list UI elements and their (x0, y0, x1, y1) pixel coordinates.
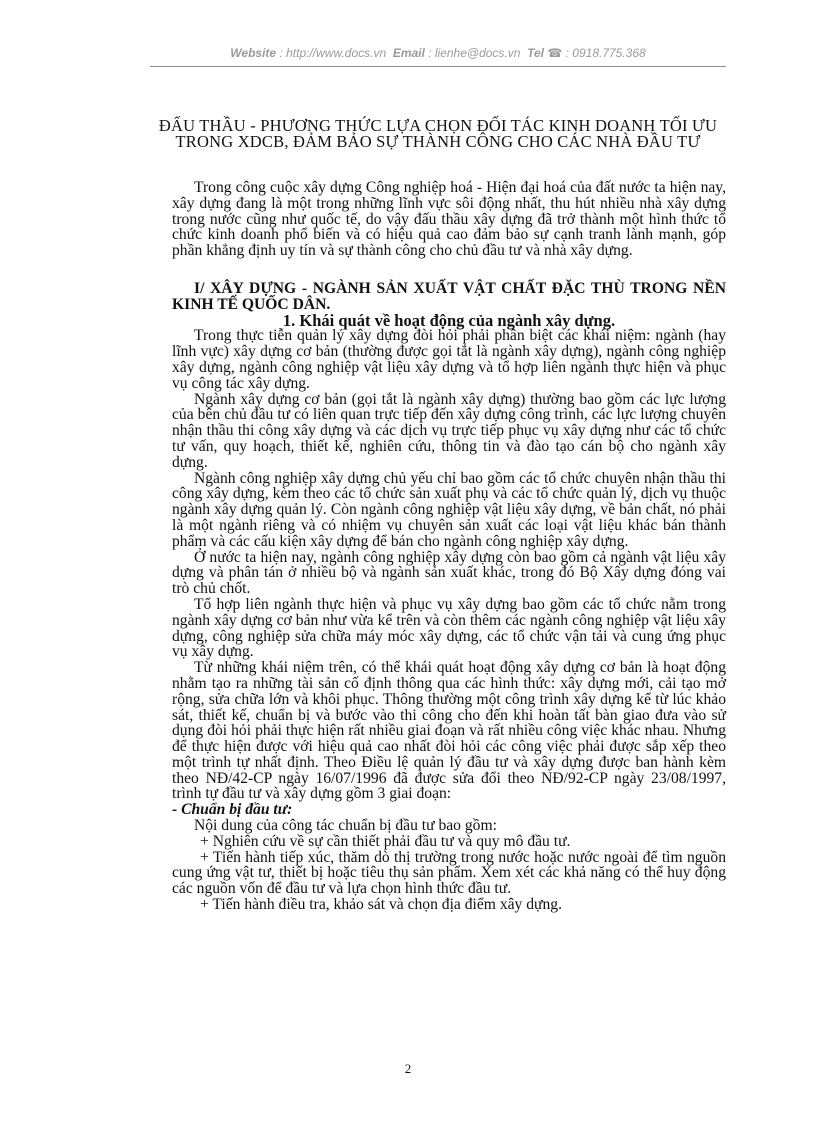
body-paragraph: Ở nước ta hiện nay, ngành công nghiệp xây dựng còn bao gồm cả ngành vật liệu xây dựng và phân tán ở nhiều bộ và ngành sản xuất khác, trong đó Bộ Xây dựng đóng vai trò chủ chốt. (172, 548, 726, 598)
prep-intro: Nội dung của công tác chuẩn bị đầu tư bao gồm: (194, 817, 497, 835)
intro-paragraph: Trong công cuộc xây dựng Công nghiệp hoá - Hiện đại hoá của đất nước ta hiện nay, xây dựng đang là một trong những lĩnh vực sôi động nhất, thu hút nhiều nhà xây dựng trong nước cũng như quốc tế, do vậy đấu thầu xây dựng đã trở thành một hình thức tổ chức kinh doanh phổ biến và có hiệu quả cao đảm bảo sự cạnh tranh lành mạnh, góp phần khẳng định uy tín và sự thành công cho chủ đầu tư và nhà xây dựng. (172, 179, 726, 260)
section-heading: I/ XÂY DỰNG - NGÀNH SẢN XUẤT VẬT CHẤT ĐẶC THÙ TRONG NỀN KINH TẾ QUỐC DÂN. (172, 279, 726, 313)
body-paragraph: Từ những khái niệm trên, có thể khái quát hoạt động xây dựng cơ bản là hoạt động nhằm tạo ra những tài sản cố định thông qua các hình thức: xây dựng mới, cải tạo mở rộng, sửa chữa lớn và khôi phục. Thông thường một công trình xây dựng kể từ lúc khảo sát, thiết kế, chuẩn bị và bước vào thi công cho đến khi hoàn tất bàn giao đưa vào sử dụng đòi hỏi phải thực hiện rất nhiều giai đoạn và rất nhiều công việc khác nhau. Nhưng để thực hiện được với hiệu quả cao nhất đòi hỏi các công việc phải được sắp xếp theo một trình tự nhất định. Theo Điều lệ quản lý đầu tư và xây dựng được ban hành kèm theo NĐ/42-CP ngày 16/07/1996 đã được sửa đổi theo NĐ/92-CP ngày 23/08/1997, trình tự đầu tư và xây dựng gồm 3 giai đoạn: (172, 659, 726, 803)
subsection-heading: 1. Khái quát về hoạt động của ngành xây dựng. (282, 310, 616, 330)
email-label: Email (392, 46, 425, 60)
email-value: : lienhe@docs.vn (428, 46, 521, 60)
list-item: + Tiến hành điều tra, khảo sát và chọn địa điểm xây dựng. (200, 896, 562, 914)
website-value: : http://www.docs.vn (279, 46, 387, 60)
page-number: 2 (404, 1061, 412, 1076)
tel-value: ☎ : 0918.775.368 (547, 46, 646, 60)
body-paragraph: Ngành công nghiệp xây dựng chủ yếu chỉ bao gồm các tổ chức chuyên nhận thầu thi công xây dựng, kèm theo các tổ chức sản xuất phụ và các tổ chức quản lý, dịch vụ thuộc ngành xây dựng quản lý. Còn ngành công nghiệp vật liệu xây dựng, về bản chất, nó phải là một ngành riêng và có nhiệm vụ chuyên sản xuất các loại vật liệu khác bán thành phẩm và các cấu kiện xây dựng để bán cho ngành công nghiệp xây dựng. (172, 469, 726, 550)
tel-label: Tel (527, 46, 544, 60)
body-paragraph: Trong thực tiễn quản lý xây dựng đòi hỏi phải phân biệt các khái niệm: ngành (hay lĩnh vực) xây dựng cơ bản (thường được gọi tắt là ngành xây dựng), ngành công nghiệp xây dựng, ngành công nghiệp vật liệu xây dựng và tổ hợp liên ngành thực hiện và phục vụ công tác xây dựng. (172, 327, 726, 392)
document-title: ĐẤU THẦU - PHƯƠNG THỨC LỰA CHỌN ĐỐI TÁC KINH DOANH TỐI ƯU TRONG XDCB, ĐẢM BẢO SỰ THÀNH CÔNG CHO CÁC NHÀ ĐẦU TƯ (158, 116, 718, 151)
website-label: Website (230, 46, 277, 60)
list-item: + Nghiên cứu về sự cần thiết phải đầu tư và quy mô đầu tư. (200, 832, 571, 850)
body-paragraph: Ngành xây dựng cơ bản (gọi tắt là ngành xây dựng) thường bao gồm các lực lượng của bên chủ đầu tư có liên quan trực tiếp đến xây dựng công trình, các lực lượng chuyên nhận thầu thi công xây dựng và các dịch vụ trực tiếp phục vụ xây dựng như các tổ chức tư vấn, quy hoạch, thiết kế, nghiên cứu, thông tin và đào tạo cán bộ cho ngành xây dựng. (172, 390, 726, 471)
document-body (172, 180, 726, 913)
header-divider (150, 66, 726, 67)
subsection-heading-prep: - Chuẩn bị đầu tư: (172, 801, 293, 819)
body-paragraph: Tổ hợp liên ngành thực hiện và phục vụ xây dựng bao gồm các tổ chức nằm trong ngành xây dựng cơ bản như vừa kể trên và còn thêm các ngành công nghiệp vật liệu xây dựng, công nghiệp sửa chữa máy móc xây dựng, các tổ chức vận tải và cung ứng phục vụ xây dựng. (172, 595, 726, 661)
list-item: + Tiến hành tiếp xúc, thăm dò thị trường trong nước hoặc nước ngoài để tìm nguồn cung ứng vật tư, thiết bị hoặc tiêu thụ sản phẩm. Xem xét các khả năng có thể huy động các nguồn vốn để đầu tư và lựa chọn hình thức đầu tư. (172, 848, 726, 898)
page-header (150, 46, 726, 60)
